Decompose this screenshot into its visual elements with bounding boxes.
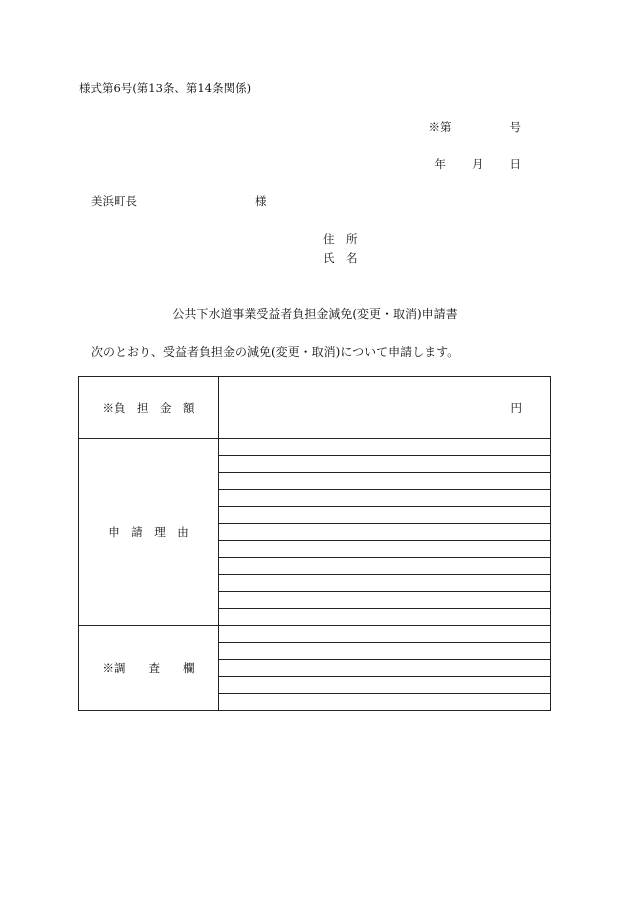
review-line[interactable] [219, 626, 551, 643]
date-year: 年 [434, 157, 446, 171]
reason-line[interactable] [219, 592, 551, 609]
form-number-label: 様式第6号(第13条、第14条関係) [79, 81, 252, 95]
addressee-honorific: 様 [255, 194, 267, 208]
reason-line[interactable] [219, 490, 551, 507]
reason-line[interactable] [219, 575, 551, 592]
reason-row [79, 439, 551, 456]
number-prefix: ※第 [428, 120, 452, 134]
number-suffix: 号 [509, 120, 521, 134]
review-line[interactable] [219, 677, 551, 694]
date-day: 日 [509, 157, 521, 171]
review-row [79, 626, 551, 643]
reason-line[interactable] [219, 439, 551, 456]
amount-label: ※負 担 金 額 [79, 377, 219, 439]
reason-label: 申 請 理 由 [79, 439, 219, 626]
intro-text: 次のとおり、受益者負担金の減免(変更・取消)について申請します。 [91, 345, 460, 359]
amount-field[interactable] [219, 377, 551, 439]
application-number-line [429, 119, 522, 135]
review-line[interactable] [219, 660, 551, 677]
reason-line[interactable] [219, 541, 551, 558]
reason-line[interactable] [219, 456, 551, 473]
reason-line[interactable] [219, 609, 551, 626]
review-line[interactable] [219, 643, 551, 660]
review-label: ※調 査 欄 [79, 626, 219, 711]
amount-unit: 円 [510, 400, 522, 415]
addressee-name: 美浜町長 [91, 194, 137, 208]
date-line [435, 156, 522, 172]
reason-line[interactable] [219, 473, 551, 490]
addressee-line [91, 193, 267, 209]
applicant-block [323, 230, 358, 268]
application-table [78, 376, 551, 711]
name-label: 氏 名 [323, 251, 358, 265]
reason-line[interactable] [219, 524, 551, 541]
reason-line[interactable] [219, 507, 551, 524]
date-month: 月 [472, 157, 484, 171]
address-label: 住 所 [323, 232, 358, 246]
amount-row [79, 377, 551, 439]
reason-line[interactable] [219, 558, 551, 575]
document-title: 公共下水道事業受益者負担金減免(変更・取消)申請書 [172, 307, 458, 321]
review-line[interactable] [219, 694, 551, 711]
